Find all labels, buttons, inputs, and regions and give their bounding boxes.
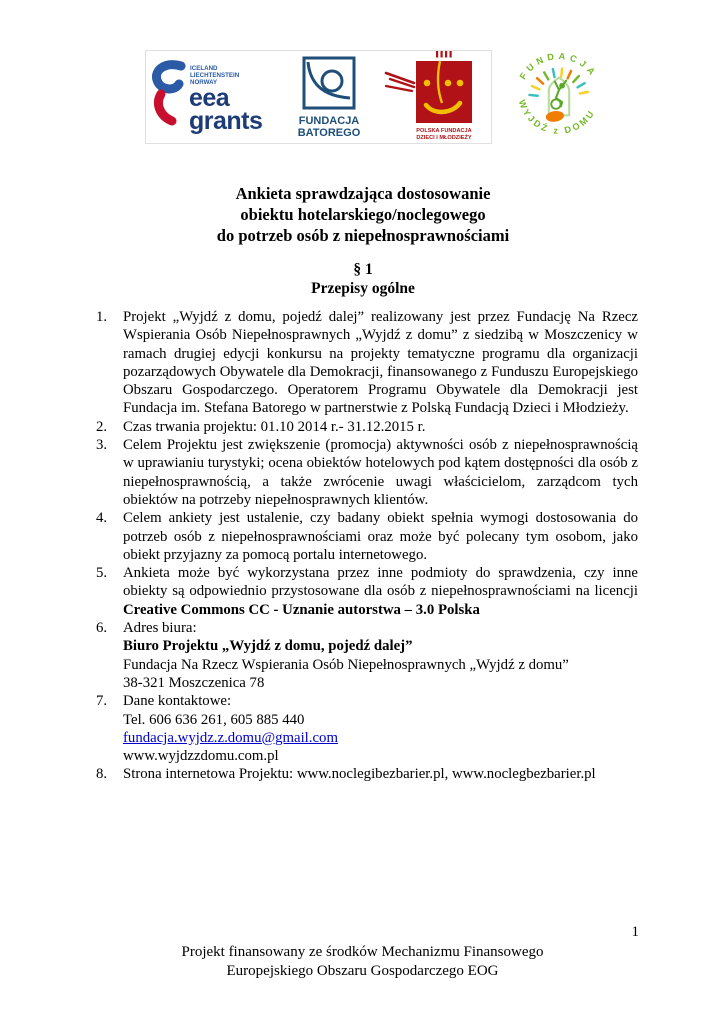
eea-country-iceland: ICELAND xyxy=(190,65,218,72)
list-item xyxy=(96,436,638,509)
item-text: Celem Projektu jest zwiększenie (promocja) aktywności osób z niepełnosprawnością w uprawianiu turystyki; ocena obiektów hotelowych pod kątem dostępności dla osób z niepełnosprawnością, a także zwrócenie uwagi właścicielom, zarządcom tych obiektów na potrzeby niepełnosprawnych klientów. xyxy=(123,437,638,508)
item-number: 2. xyxy=(96,418,108,435)
item-text xyxy=(123,619,638,692)
title-line-1: Ankieta sprawdzająca dostosowanie xyxy=(235,184,491,203)
item-text: Czas trwania projektu: 01.10 2014 r.- 31.12.2015 r. xyxy=(123,418,426,435)
batorego-mark-icon xyxy=(276,55,382,139)
title-line-2: obiektu hotelarskiego/noclegowego xyxy=(240,205,486,224)
eea-country-liechtenstein: LIECHTENSTEIN xyxy=(190,72,240,79)
item-number: 1. xyxy=(96,309,108,325)
contact-data-label: Dane kontaktowe: xyxy=(123,693,232,710)
section-number: § 1 xyxy=(353,261,373,278)
website-url: www.wyjdzzdomu.com.pl xyxy=(123,748,279,765)
wyjdz-z-domu-mark-icon xyxy=(510,48,608,148)
numbered-list xyxy=(88,308,638,784)
page-number: 1 xyxy=(631,924,639,940)
phone-numbers: Tel. 606 636 261, 605 885 440 xyxy=(123,711,305,728)
section-heading xyxy=(88,260,638,298)
list-item xyxy=(96,509,638,564)
batorego-label-line1: FUNDACJA xyxy=(298,115,360,127)
postal-address: 38-321 Moszczenica 78 xyxy=(123,674,265,691)
item-number: 6. xyxy=(96,620,108,637)
partner-logos-box xyxy=(145,50,492,144)
project-websites: Strona internetowa Projektu: www.noclegibezbarier.pl, www.noclegbezbarier.pl xyxy=(123,766,596,783)
project-office-name: Biuro Projektu „Wyjdź z domu, pojedź dalej” xyxy=(123,638,413,655)
item-text-regular: Ankieta może być wykorzystana przez inne podmioty do sprawdzenia, czy inne obiekty są odpowiednio przystosowane dla osób z niepełnosprawnościami na licencji xyxy=(123,565,638,600)
eea-grants-logo xyxy=(150,58,276,136)
email-link[interactable]: fundacja.wyjdz.z.domu@gmail.com xyxy=(123,729,338,746)
eea-grants-mark-icon xyxy=(150,58,276,136)
svg-text:FUNDACJA xyxy=(518,51,600,81)
pfdim-logo xyxy=(382,51,488,143)
list-item xyxy=(96,765,638,783)
license-name-bold: Creative Commons CC - Uznanie autorstwa – 3.0 Polska xyxy=(123,601,480,618)
list-item xyxy=(96,308,638,418)
wyjdz-arc-bottom-label: WYJDŹ z DOMU xyxy=(516,98,598,136)
eea-wordmark-line1: eea xyxy=(189,84,230,112)
section-name: Przepisy ogólne xyxy=(311,280,415,297)
foundation-name: Fundacja Na Rzecz Wspierania Osób Niepełnosprawnych „Wyjdź z domu” xyxy=(123,656,569,673)
list-item xyxy=(96,418,638,436)
pfdim-label-line1: POLSKA FUNDACJA xyxy=(416,128,472,134)
item-number: 4. xyxy=(96,510,108,527)
item-text: Projekt „Wyjdź z domu, pojedź dalej” realizowany jest przez Fundację Na Rzecz Wspierania Osób Niepełnosprawnych „Wyjdź z domu” z siedzibą w Moszczenicy w ramach drugiej edycji konkursu na projekty tematyczne programu dla organizacji pozarządowych Obywatele dla Demokracji, finansowanego z Funduszu Europejskiego Obszaru Gospodarczego. Operatorem Programu Obywatele dla Demokracji jest Fundacja im. Stefana Batorego w partnerstwie z Polską Fundacją Dzieci i Młodzieży. xyxy=(123,309,638,417)
footer-line-2: Europejskiego Obszaru Gospodarczego EOG xyxy=(226,963,499,979)
wyjdz-arc-top-label: FUNDACJA xyxy=(517,50,600,82)
list-item xyxy=(96,564,638,619)
item-text xyxy=(123,564,638,619)
eea-wordmark-line2: grants xyxy=(189,107,263,135)
item-number: 8. xyxy=(96,766,108,783)
document-title xyxy=(88,183,638,246)
item-number: 5. xyxy=(96,565,108,582)
list-item xyxy=(96,619,638,692)
wyjdz-z-domu-logo xyxy=(510,48,608,148)
item-number: 7. xyxy=(96,693,108,710)
item-number: 3. xyxy=(96,437,108,454)
footer-note xyxy=(0,943,725,981)
office-address-label: Adres biura: xyxy=(123,620,197,637)
eea-country-norway: NORWAY xyxy=(190,79,218,86)
batorego-label-line2: BATOREGO xyxy=(297,127,361,139)
title-line-3: do potrzeb osób z niepełnosprawnościami xyxy=(216,226,510,245)
item-text: Celem ankiety jest ustalenie, czy badany obiekt spełnia wymogi dostosowania do potrzeb osób z niepełnosprawnościami oraz może być polecany tym osobom, jako obiekt przyjazny za pomocą portalu internetowego. xyxy=(123,510,638,563)
list-item xyxy=(96,692,638,765)
pfdim-label-line2: DZIECI I MŁODZIEŻY xyxy=(416,135,472,141)
fundacja-batorego-logo xyxy=(276,55,382,139)
item-text xyxy=(123,692,638,765)
pfdim-mark-icon xyxy=(382,51,488,143)
footer-line-1: Projekt finansowany ze środków Mechanizmu Finansowego xyxy=(181,944,544,960)
